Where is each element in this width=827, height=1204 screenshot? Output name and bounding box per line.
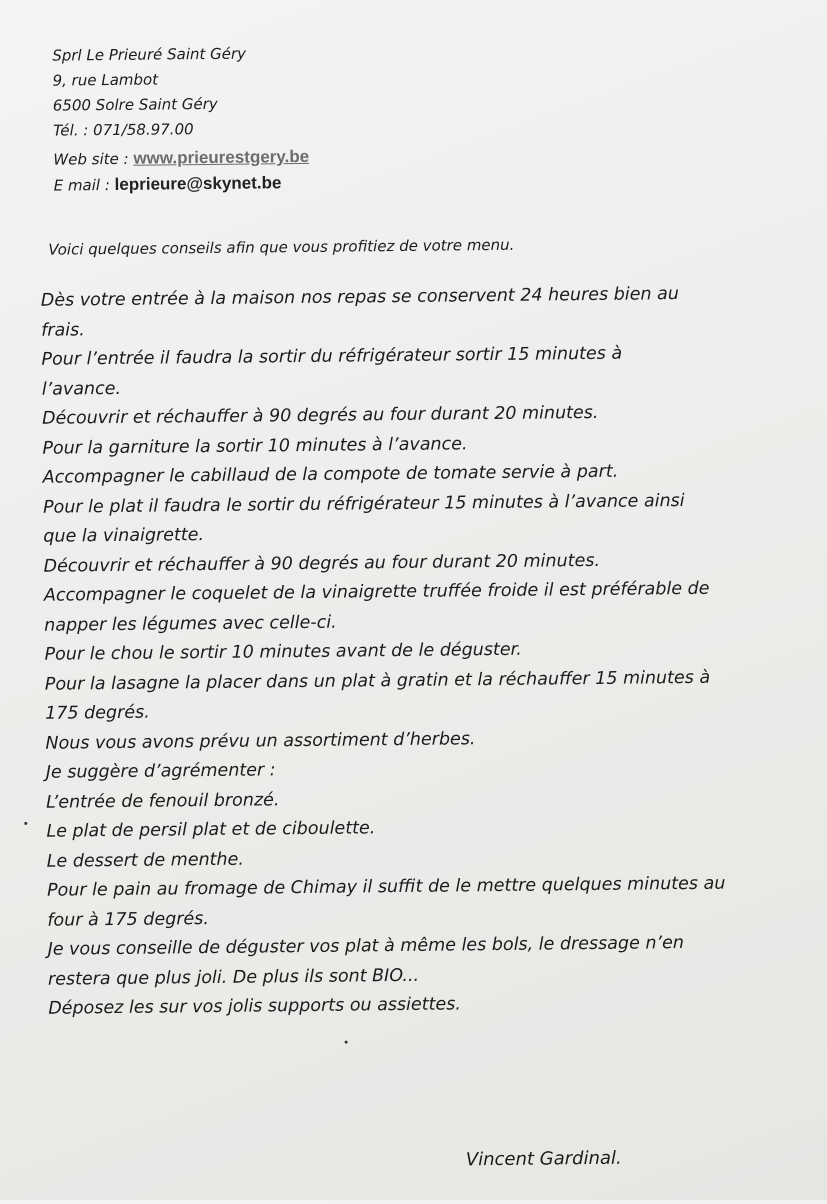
instruction-line: l’avance.: [41, 378, 122, 400]
instruction-line: Pour le chou le sortir 10 minutes avant de le déguster.: [44, 639, 522, 665]
instruction-line: Découvrir et réchauffer à 90 degrés au four durant 20 minutes.: [43, 550, 601, 577]
website-label: Web site :: [53, 149, 134, 169]
city-address: 6500 Solre Saint Géry: [52, 94, 218, 115]
intro-text: Voici quelques conseils afin que vous profitiez de votre menu.: [48, 235, 515, 259]
email-label: E mail :: [53, 175, 115, 195]
email-row: [54, 173, 310, 196]
instruction-line: Accompagner le coquelet de la vinaigrette truffée froide il est préférable de: [43, 578, 710, 606]
instruction-line: 175 degrés.: [45, 702, 150, 724]
instruction-line: Je vous conseille de déguster vos plat à même les bols, le dressage n’en: [47, 933, 685, 960]
signature: Vincent Gardinal.: [465, 1147, 622, 1171]
company-name: Sprl Le Prieuré Saint Géry: [52, 44, 247, 65]
website-link[interactable]: www.prieurestgery.be: [133, 146, 310, 168]
instruction-line: Le plat de persil plat et de ciboulette.: [46, 818, 376, 842]
instruction-line: Accompagner le cabillaud de la compote de tomate servie à part.: [42, 461, 619, 488]
street-address: 9, rue Lambot: [52, 70, 159, 90]
letterhead: [52, 41, 309, 196]
instruction-line: restera que plus joli. De plus ils sont BIO...: [47, 965, 420, 990]
instruction-line: L’entrée de fenouil bronzé.: [45, 789, 280, 813]
instruction-line: Pour l’entrée il faudra la sortir du réfrigérateur sortir 15 minutes à: [41, 343, 623, 370]
instruction-line: Déposez les sur vos jolis supports ou assiettes.: [48, 994, 462, 1019]
instruction-line: Nous vous avons prévu un assortiment d’herbes.: [45, 728, 476, 754]
website-row: [53, 147, 309, 170]
instruction-line: frais.: [41, 319, 85, 341]
ink-speck: [345, 1041, 348, 1044]
instruction-line: que la vinaigrette.: [43, 525, 205, 547]
instruction-line: Le dessert de menthe.: [46, 849, 245, 872]
instructions-body: [41, 279, 824, 1025]
instruction-line: Pour la garniture la sortir 10 minutes à l’avance.: [42, 433, 468, 459]
instruction-line: napper les légumes avec celle-ci.: [44, 612, 337, 636]
instruction-line: Découvrir et réchauffer à 90 degrés au four durant 20 minutes.: [41, 402, 599, 429]
instruction-line: four à 175 degrés.: [47, 908, 210, 931]
instruction-line: Pour la lasagne la placer dans un plat à gratin et la réchauffer 15 minutes à: [44, 667, 711, 695]
email-link[interactable]: leprieure@skynet.be: [114, 173, 282, 194]
instruction-line: Je suggère d’agrémenter :: [45, 760, 276, 783]
ink-speck: [24, 822, 27, 825]
instruction-line: Pour le plat il faudra le sortir du réfrigérateur 15 minutes à l’avance ainsi: [42, 490, 685, 518]
instruction-line: Dès votre entrée à la maison nos repas se conservent 24 heures bien au: [40, 284, 680, 311]
phone-number: Tél. : 071/58.97.00: [52, 120, 194, 140]
instruction-line: Pour le pain au fromage de Chimay il suffit de le mettre quelques minutes au: [46, 873, 726, 901]
